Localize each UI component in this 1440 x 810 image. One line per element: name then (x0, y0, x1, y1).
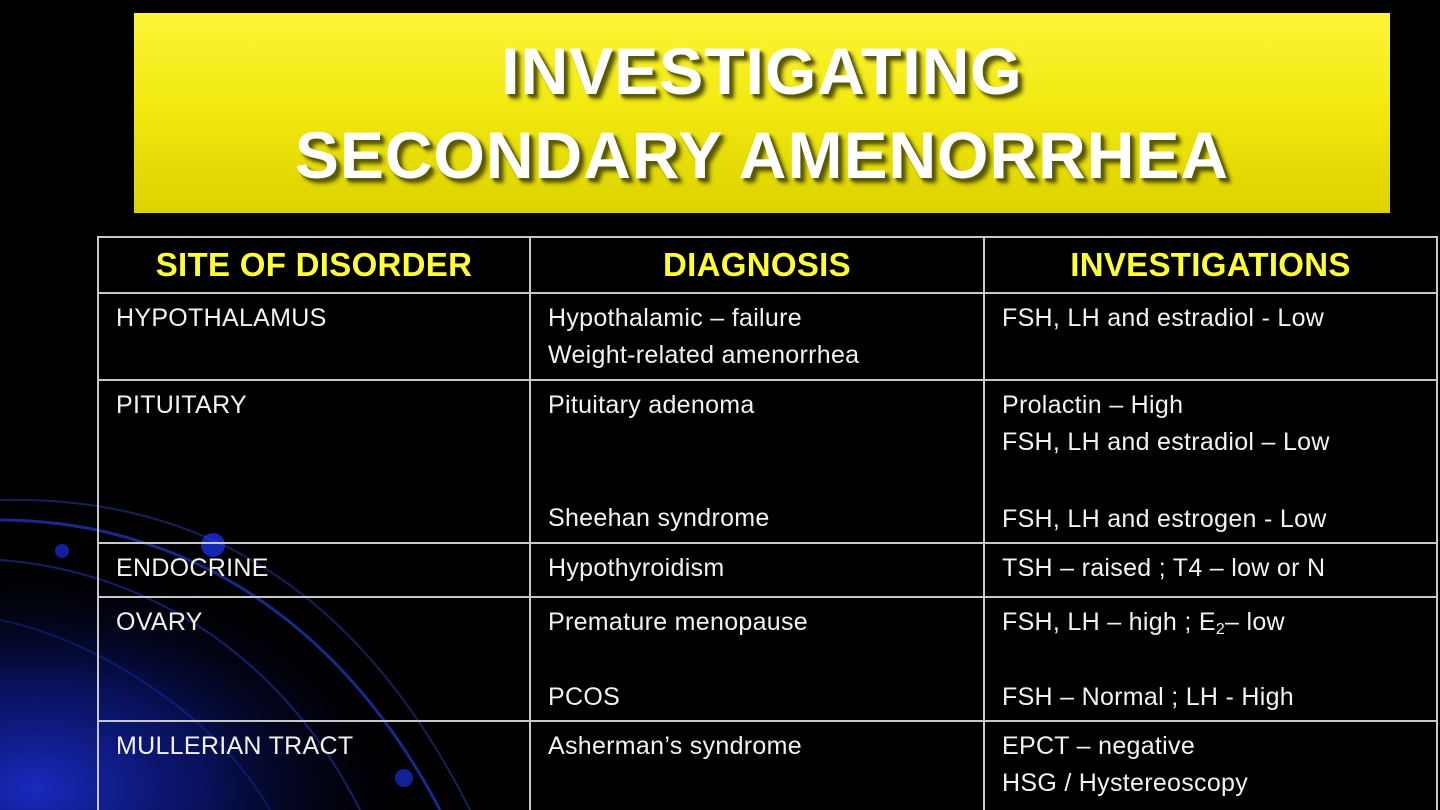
table-row (98, 543, 1437, 597)
header-investigations: INVESTIGATIONS (984, 237, 1437, 293)
site-cell (98, 721, 530, 810)
diagnosis-cell (530, 597, 984, 721)
site-cell (98, 543, 530, 597)
diagnosis-item: Sheehan syndrome (548, 504, 770, 532)
site-label: ENDOCRINE (116, 554, 269, 582)
investigation-text: FSH, LH – high ; E (1002, 608, 1216, 636)
investigation-item: EPCT – negative (1002, 732, 1196, 760)
subscript-2: 2 (1215, 621, 1226, 638)
investigation-item: HSG / Hystereoscopy (1002, 769, 1249, 797)
investigations-cell (984, 721, 1437, 810)
investigations-cell (984, 597, 1437, 721)
diagnosis-item: Weight-related amenorrhea (548, 341, 860, 369)
investigation-item: TSH – raised ; T4 – low or N (1002, 554, 1326, 582)
slide-title-line-2: SECONDARY AMENORRHEA (294, 118, 1230, 192)
investigations-cell (984, 380, 1437, 543)
diagnosis-cell (530, 543, 984, 597)
title-banner (134, 13, 1390, 213)
diagnosis-cell (530, 380, 984, 543)
diagnosis-item: PCOS (548, 683, 621, 711)
table-row (98, 380, 1437, 543)
site-label: HYPOTHALAMUS (116, 304, 327, 332)
investigations-cell (984, 293, 1437, 380)
diagnosis-item: Premature menopause (548, 608, 809, 636)
table-header-row (98, 237, 1437, 293)
table-row (98, 721, 1437, 810)
diagnosis-item: Hypothalamic – failure (548, 304, 802, 332)
amenorrhea-investigation-table (97, 236, 1438, 810)
site-label: PITUITARY (116, 391, 247, 419)
diagnosis-item: Pituitary adenoma (548, 391, 755, 419)
site-label: OVARY (116, 608, 203, 636)
table-row (98, 597, 1437, 721)
header-diagnosis: DIAGNOSIS (530, 237, 984, 293)
diagnosis-item: Asherman’s syndrome (548, 732, 802, 760)
spacer (548, 424, 983, 464)
site-cell (98, 293, 530, 380)
investigations-cell (984, 543, 1437, 597)
investigation-item: FSH – Normal ; LH - High (1002, 683, 1294, 711)
diagnosis-cell (530, 721, 984, 810)
investigation-item: FSH, LH and estrogen - Low (1002, 505, 1327, 533)
site-label: MULLERIAN TRACT (116, 732, 354, 760)
investigation-item: Prolactin – High (1002, 391, 1184, 419)
slide-title-line-1: INVESTIGATING (501, 34, 1023, 108)
site-cell (98, 597, 530, 721)
site-cell (98, 380, 530, 543)
diagnosis-item: Hypothyroidism (548, 554, 725, 582)
investigation-item-e2 (1002, 604, 1436, 641)
diagnosis-cell (530, 293, 984, 380)
table-row (98, 293, 1437, 380)
investigation-item: FSH, LH and estradiol – Low (1002, 428, 1330, 456)
investigation-item: FSH, LH and estradiol - Low (1002, 304, 1325, 332)
header-site-of-disorder: SITE OF DISORDER (98, 237, 530, 293)
investigation-text: – low (1225, 608, 1285, 636)
